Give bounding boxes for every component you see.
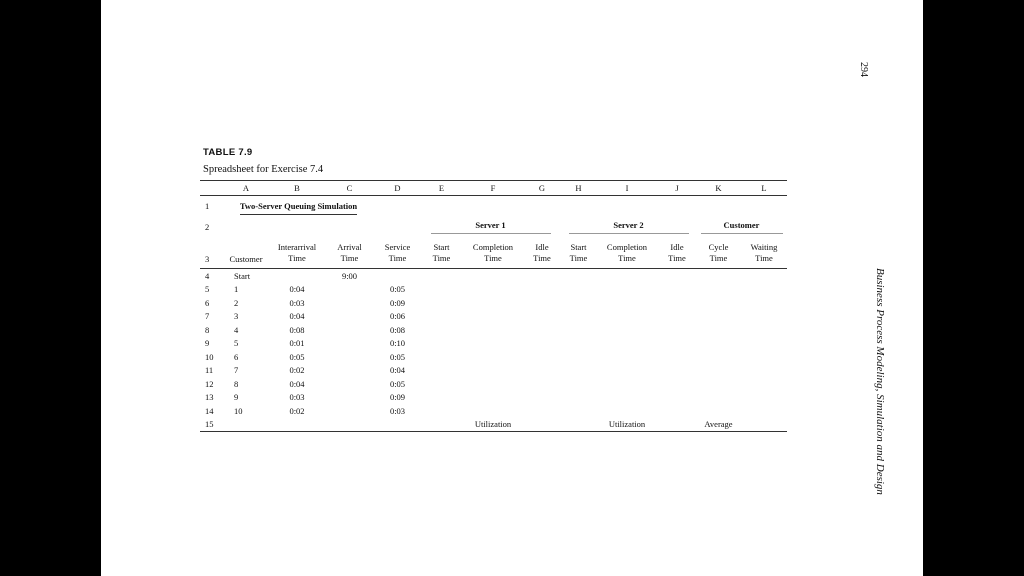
column-letter: E bbox=[420, 181, 463, 196]
cell-interarrival: 0:04 bbox=[289, 284, 305, 295]
row-number: 6 bbox=[205, 297, 210, 308]
table-row bbox=[200, 391, 787, 405]
table-row bbox=[200, 364, 787, 378]
group-customer: Customer bbox=[696, 217, 787, 237]
header-customer: Customer bbox=[222, 237, 270, 269]
row-number: 15 bbox=[200, 418, 222, 432]
cell-service: 0:09 bbox=[389, 392, 406, 403]
row-number: 9 bbox=[205, 338, 210, 349]
row-number: 7 bbox=[205, 311, 210, 322]
cell-arrival bbox=[324, 404, 375, 418]
table-row bbox=[200, 350, 787, 364]
sheet-title: Two-Server Queuing Simulation bbox=[222, 195, 375, 217]
cell-interarrival: 0:02 bbox=[289, 365, 305, 376]
column-letter: B bbox=[270, 181, 324, 196]
column-letter: D bbox=[375, 181, 420, 196]
cell-customer: 4 bbox=[234, 324, 239, 335]
cell-service: 0:05 bbox=[389, 284, 406, 295]
row-number: 8 bbox=[205, 324, 210, 335]
table-caption: Spreadsheet for Exercise 7.4 bbox=[203, 164, 324, 175]
cell-arrival bbox=[324, 391, 375, 405]
cell-arrival bbox=[324, 364, 375, 378]
row-number: 14 bbox=[205, 405, 214, 416]
row-number: 12 bbox=[205, 378, 214, 389]
footer-utilization-server-1: Utilization bbox=[463, 418, 523, 432]
row-number: 1 bbox=[205, 201, 210, 212]
header-s1-start-time: Start Time bbox=[420, 237, 463, 269]
cell-customer: Start bbox=[234, 270, 251, 281]
footer-row bbox=[200, 418, 787, 432]
spreadsheet-table bbox=[200, 180, 787, 432]
footer-utilization-server-2: Utilization bbox=[596, 418, 658, 432]
row-number: 5 bbox=[205, 284, 210, 295]
column-letter: H bbox=[561, 181, 596, 196]
table-row bbox=[200, 377, 787, 391]
cell-interarrival: 0:03 bbox=[289, 297, 305, 308]
cell-arrival bbox=[324, 350, 375, 364]
column-letter-row bbox=[200, 181, 787, 196]
cell-customer: 1 bbox=[234, 284, 239, 295]
cell-service: 0:10 bbox=[389, 338, 406, 349]
column-letter: K bbox=[696, 181, 741, 196]
row-number: 3 bbox=[200, 237, 222, 269]
cell-service: 0:08 bbox=[389, 324, 406, 335]
cell-customer: 7 bbox=[234, 365, 239, 376]
cell-arrival bbox=[324, 310, 375, 324]
title-row bbox=[200, 195, 787, 217]
column-letter: C bbox=[324, 181, 375, 196]
table-row bbox=[200, 337, 787, 351]
row-number: 4 bbox=[205, 270, 210, 281]
column-letter: L bbox=[741, 181, 787, 196]
header-s1-idle-time: Idle Time bbox=[523, 237, 561, 269]
column-letter: J bbox=[658, 181, 696, 196]
cell-interarrival: 0:04 bbox=[289, 311, 305, 322]
header-arrival-time: Arrival Time bbox=[324, 237, 375, 269]
cell-customer: 2 bbox=[234, 297, 239, 308]
cell-customer: 10 bbox=[234, 405, 243, 416]
cell-service: 0:09 bbox=[389, 297, 406, 308]
cell-arrival bbox=[324, 296, 375, 310]
cell-service: 0:06 bbox=[389, 311, 406, 322]
header-row bbox=[200, 237, 787, 269]
table-label: TABLE 7.9 bbox=[203, 147, 253, 158]
cell-interarrival: 0:08 bbox=[289, 324, 305, 335]
row-number: 10 bbox=[205, 351, 214, 362]
cell-customer: 9 bbox=[234, 392, 239, 403]
running-head: Business Process Modeling, Simulation and Design bbox=[874, 268, 886, 495]
cell-service: 0:04 bbox=[389, 365, 406, 376]
group-server-1: Server 1 bbox=[420, 217, 561, 237]
table-row bbox=[200, 404, 787, 418]
cell-arrival bbox=[324, 337, 375, 351]
header-service-time: Service Time bbox=[375, 237, 420, 269]
header-s2-completion-time: Completion Time bbox=[596, 237, 658, 269]
header-interarrival-time: Interarrival Time bbox=[270, 237, 324, 269]
cell-interarrival: 0:02 bbox=[289, 405, 305, 416]
book-page bbox=[101, 0, 923, 576]
cell-service: 0:05 bbox=[389, 378, 406, 389]
column-letter: A bbox=[222, 181, 270, 196]
footer-average: Average bbox=[696, 418, 741, 432]
cell-service: 0:05 bbox=[389, 351, 406, 362]
table-row bbox=[200, 310, 787, 324]
row-number: 2 bbox=[205, 222, 210, 232]
cell-customer: 6 bbox=[234, 351, 239, 362]
data-rows bbox=[200, 283, 787, 418]
cell-interarrival: 0:03 bbox=[289, 392, 305, 403]
cell-arrival bbox=[324, 283, 375, 297]
page-number: 294 bbox=[858, 62, 869, 77]
cell-arrival: 9:00 bbox=[341, 270, 358, 281]
row-number: 11 bbox=[205, 365, 214, 376]
header-s1-completion-time: Completion Time bbox=[463, 237, 523, 269]
cell-arrival bbox=[324, 323, 375, 337]
cell-service: 0:03 bbox=[389, 405, 406, 416]
column-letter: F bbox=[463, 181, 523, 196]
table-row bbox=[200, 323, 787, 337]
cell-customer: 3 bbox=[234, 311, 239, 322]
row-number: 13 bbox=[205, 392, 214, 403]
group-header-row bbox=[200, 217, 787, 237]
header-s2-start-time: Start Time bbox=[561, 237, 596, 269]
cell-arrival bbox=[324, 377, 375, 391]
cell-customer: 8 bbox=[234, 378, 239, 389]
header-waiting-time: Waiting Time bbox=[741, 237, 787, 269]
cell-interarrival: 0:01 bbox=[289, 338, 305, 349]
header-cycle-time: Cycle Time bbox=[696, 237, 741, 269]
cell-customer: 5 bbox=[234, 338, 239, 349]
table-row bbox=[200, 296, 787, 310]
group-server-2: Server 2 bbox=[561, 217, 696, 237]
header-s2-idle-time: Idle Time bbox=[658, 237, 696, 269]
column-letter: I bbox=[596, 181, 658, 196]
table-row bbox=[200, 283, 787, 297]
column-letter: G bbox=[523, 181, 561, 196]
cell-interarrival: 0:04 bbox=[289, 378, 305, 389]
cell-interarrival: 0:05 bbox=[289, 351, 305, 362]
table-row-start bbox=[200, 269, 787, 283]
